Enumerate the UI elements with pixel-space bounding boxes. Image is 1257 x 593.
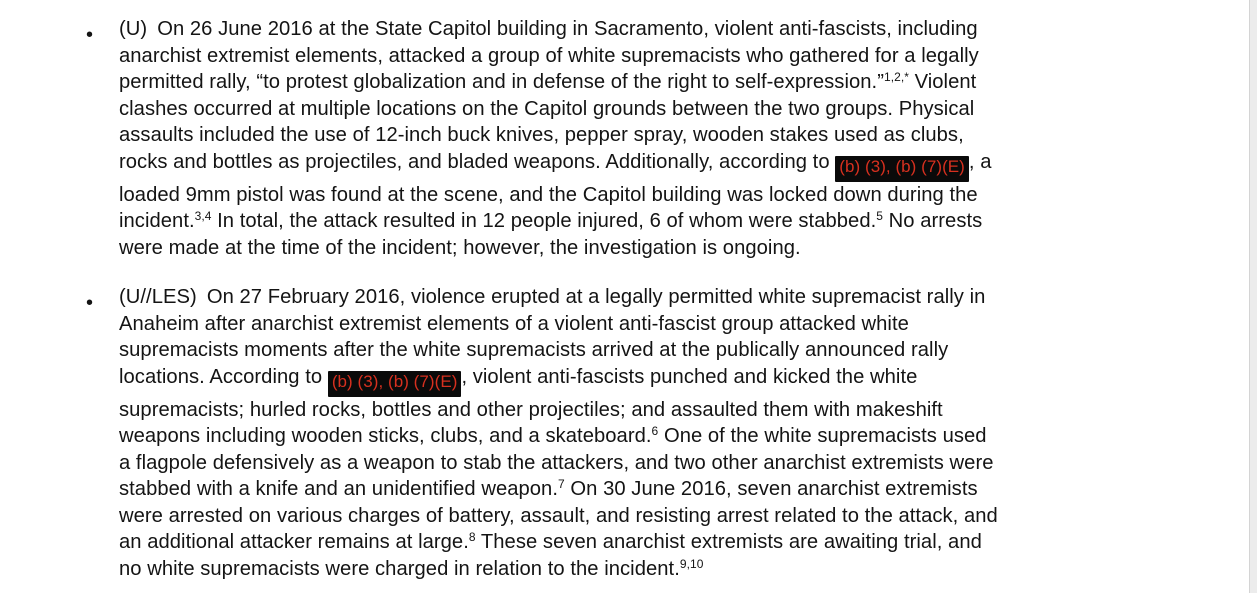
text-line: Anaheim after anarchist extremist elements of a violent anti-fascist group attacked white <box>119 312 909 335</box>
text-line: supremacists moments after the white supremacists arrived at the publically announced rally <box>119 339 949 361</box>
text-line: incident.$^{3,4}$ In total, the attack resulted in 12 people injured, 6 of whom were stabbed.$^5$ No arrests <box>119 209 983 232</box>
text-line: weapons including wooden sticks, clubs, and a skateboard.$^6$ One of the white supremacists used <box>119 424 987 447</box>
text-line: (U) On 26 June 2016 at the State Capitol building in Sacramento, violent anti-fascists, including <box>119 18 978 40</box>
footnote-ref: 9,10 <box>679 556 704 571</box>
redaction-box: (b) (3), (b) (7)(E) <box>328 371 462 397</box>
page-edge <box>1249 0 1257 593</box>
text-line: no white supremacists were charged in relation to the incident.$^{9,10}$ <box>119 556 704 580</box>
text-line: an additional attacker remains at large.$^8$ These seven anarchist extremists are awaiting trial, and <box>119 530 982 553</box>
text-line: assaults included the use of 12-inch buck knives, pepper spray, wooden stakes used as clubs, <box>119 124 964 146</box>
bullet-paragraph <box>119 284 1129 582</box>
text-line: were made at the time of the incident; however, the investigation is ongoing. <box>119 236 801 259</box>
text-line: loaded 9mm pistol was found at the scene, and the Capitol building was locked down during the <box>119 183 978 206</box>
text-line: rocks and bottles as projectiles, and bladed weapons. Additionally, according to (b) (3), (b) (7)(E) , a <box>119 149 1129 182</box>
footnote-ref: 8 <box>468 530 476 544</box>
classification-marking: (U) <box>119 18 148 40</box>
text-line: (U//LES) On 27 February 2016, violence erupted at a legally permitted white supremacist rally in <box>119 286 986 308</box>
classification-marking: (U//LES) <box>119 286 197 308</box>
text-line: supremacists; hurled rocks, bottles and other projectiles; and assaulted them with makeshift <box>119 398 943 421</box>
footnote-ref: 5 <box>876 209 884 223</box>
footnote-ref: 3,4 <box>194 209 212 223</box>
footnote-ref: 7 <box>558 477 565 491</box>
text-line: clashes occurred at multiple locations on the Capitol grounds between the two groups. Physical <box>119 97 975 120</box>
footnote-ref: 1,2,* <box>883 70 909 84</box>
bullet-paragraph <box>119 16 1129 261</box>
text-line: a flagpole defensively as a weapon to stab the attackers, and two other anarchist extremists were <box>119 451 994 474</box>
text-line: stabbed with a knife and an unidentified weapon.$^7$ On 30 June 2016, seven anarchist extremists <box>119 477 978 500</box>
footnote-ref: 6 <box>651 424 659 438</box>
bullet-marker: • <box>86 292 94 314</box>
text-line: permitted rally, “to protest globalization and in defense of the right to self-expression.”$^{1,2,*}$ Violent <box>119 70 977 93</box>
bullet-marker: • <box>86 24 94 46</box>
text-line: locations. According to (b) (3), (b) (7)(E) , violent anti-fascists punched and kicked the white <box>119 364 1129 397</box>
redaction-box: (b) (3), (b) (7)(E) <box>835 156 969 182</box>
text-line: anarchist extremist elements, attacked a group of white supremacists who gathered for a legally <box>119 44 979 67</box>
text-line: were arrested on various charges of battery, assault, and resisting arrest related to the attack, and <box>119 504 998 527</box>
